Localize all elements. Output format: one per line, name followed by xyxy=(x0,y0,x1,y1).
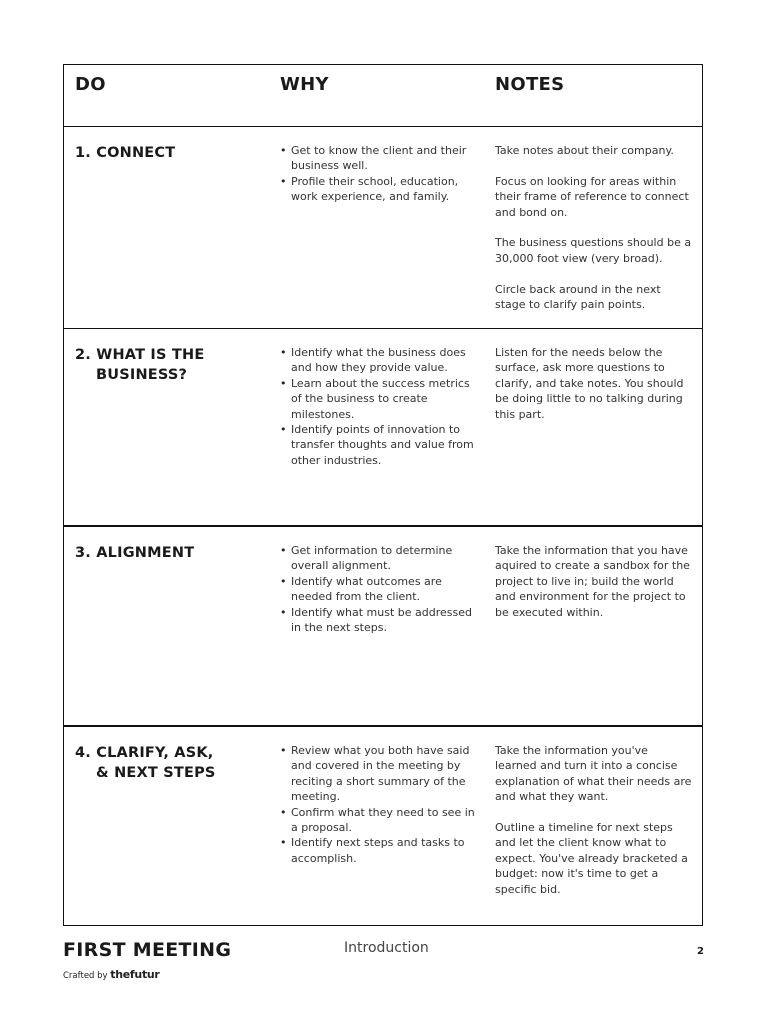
why-item: • Identify what must be addressed in the next steps. xyxy=(280,605,476,636)
why-item: • Review what you both have said and covered in the meeting by reciting a short summary of the meeting. xyxy=(280,743,476,805)
why-item: • Learn about the success metrics of the business to create milestones. xyxy=(280,376,476,422)
step-title xyxy=(75,743,265,783)
column-header-notes: NOTES xyxy=(495,74,565,95)
why-list xyxy=(280,543,476,635)
why-item: • Get information to determine overall alignment. xyxy=(280,543,476,574)
notes-cell xyxy=(495,743,693,912)
note-paragraph: Circle back around in the next stage to clarify pain points. xyxy=(495,282,661,312)
note-paragraph: Listen for the needs below the surface, ask more questions to clarify, and take notes. You should be doing little to no talking during this part. xyxy=(495,346,684,421)
table-row xyxy=(64,727,702,925)
table-row xyxy=(64,329,702,527)
why-item: • Get to know the client and their business well. xyxy=(280,143,476,174)
notes-cell xyxy=(495,543,693,635)
table-header-row xyxy=(64,65,702,127)
step-title xyxy=(75,143,265,163)
why-item: • Identify what the business does and how they provide value. xyxy=(280,345,476,376)
step-title xyxy=(75,345,265,385)
note-paragraph: Outline a timeline for next steps and let the client know what to expect. You've already bracketed a budget: now it's time to get a specific bid. xyxy=(495,821,688,896)
table-row xyxy=(64,527,702,727)
why-list xyxy=(280,143,476,205)
why-cell xyxy=(280,127,476,205)
notes-cell xyxy=(495,143,693,328)
why-item: • Identify next steps and tasks to accomplish. xyxy=(280,835,476,866)
brand-logo: thefutur xyxy=(110,968,160,981)
note-paragraph: Take the information you've learned and turn it into a concise explanation of what their needs are and what they want. xyxy=(495,744,692,804)
notes-cell xyxy=(495,345,693,437)
why-item: • Confirm what they need to see in a proposal. xyxy=(280,805,476,836)
credit-line xyxy=(63,968,160,981)
column-header-do: DO xyxy=(75,74,106,95)
step-title-line1: 4. CLARIFY, ASK, xyxy=(75,745,214,761)
step-title-line1: 2. WHAT IS THE xyxy=(75,347,205,363)
note-paragraph: Take notes about their company. xyxy=(495,144,674,157)
why-list xyxy=(280,345,476,468)
table-row xyxy=(64,127,702,329)
step-title-line1: 1. CONNECT xyxy=(75,145,176,161)
step-title-line2: & NEXT STEPS xyxy=(96,765,216,781)
note-paragraph: The business questions should be a 30,000 foot view (very broad). xyxy=(495,236,692,265)
why-list xyxy=(280,743,476,866)
page-number: 2 xyxy=(697,946,704,957)
column-header-why: WHY xyxy=(280,74,329,95)
step-title xyxy=(75,543,265,563)
why-cell xyxy=(280,727,476,866)
note-paragraph: Focus on looking for areas within their frame of reference to connect and bond on. xyxy=(495,174,689,219)
note-paragraph: Take the information that you have aquired to create a sandbox for the project to live in; build the world and environment for the project to be executed within. xyxy=(495,544,690,619)
why-item: • Identify points of innovation to transfer thoughts and value from other industries. xyxy=(280,422,476,468)
meeting-table xyxy=(63,64,703,926)
document-title: FIRST MEETING xyxy=(63,939,232,961)
section-name: Introduction xyxy=(344,940,429,956)
crafted-by-label: Crafted by xyxy=(63,971,108,981)
why-item: • Identify what outcomes are needed from the client. xyxy=(280,574,476,605)
step-title-line1: 3. ALIGNMENT xyxy=(75,545,195,561)
why-cell xyxy=(280,329,476,468)
why-item: • Profile their school, education, work experience, and family. xyxy=(280,174,476,205)
why-cell xyxy=(280,527,476,635)
step-title-line2: BUSINESS? xyxy=(96,367,188,383)
